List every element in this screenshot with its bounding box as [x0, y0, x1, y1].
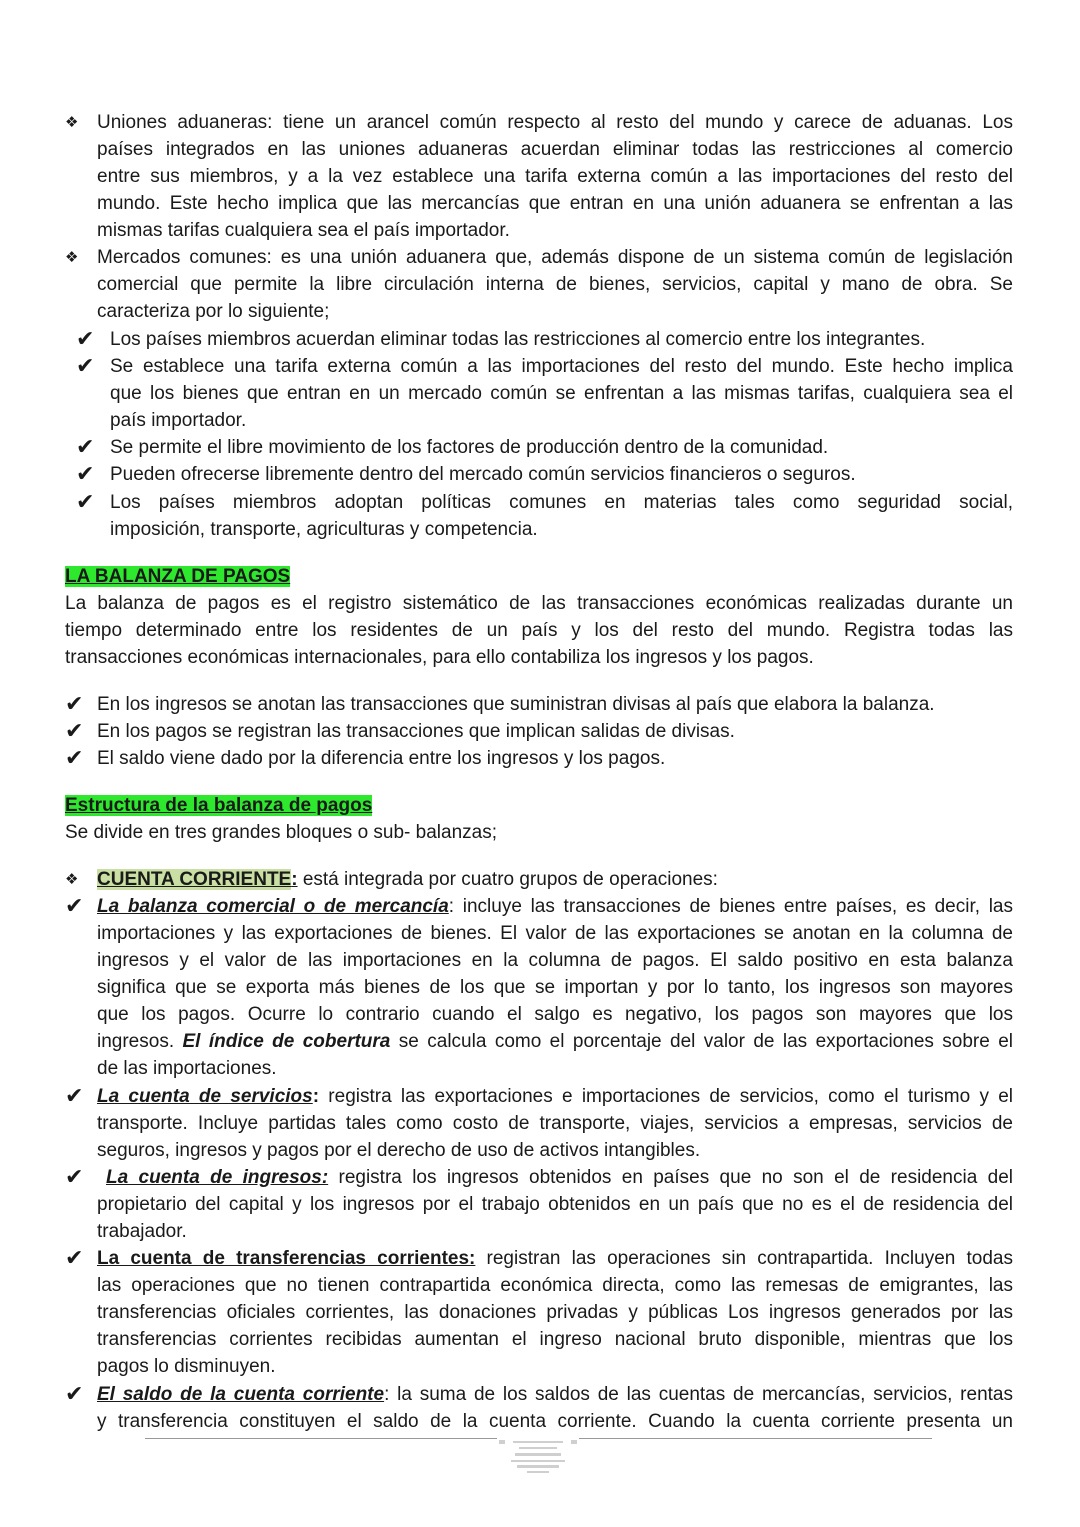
transferencias-label: La cuenta de transferencias corrientes: [97, 1248, 476, 1269]
check-bullet-icon: ✔ [65, 1382, 84, 1407]
text-line: transacciones económicas internacionales, para ello contabiliza los ingresos y los pagos. [65, 647, 814, 668]
text-line: imposición, transporte, agriculturas y competencia. [110, 519, 538, 540]
text-line: La cuenta de servicios: registra las exportaciones e importaciones de servicios, como el turismo y el [97, 1086, 1013, 1107]
indice-cobertura-term: El índice de cobertura [182, 1031, 391, 1052]
check-bullet-icon: ✔ [65, 692, 84, 717]
check-bullet-icon: ✔ [65, 1165, 84, 1190]
text-line: tiempo determinado entre los residentes de un país y los del resto del mundo. Registra todas las [65, 620, 1013, 641]
text-line: CUENTA CORRIENTE: está integrada por cuatro grupos de operaciones: [97, 869, 718, 890]
section-heading-text: LA BALANZA DE PAGOS [65, 566, 291, 587]
text-line: Los países miembros acuerdan eliminar todas las restricciones al comercio entre los integrantes. [110, 329, 926, 350]
text-line: que los pagos. Ocurre lo contrario cuando el salgo es negativo, los pagos son mayores que los [97, 1004, 1013, 1025]
check-bullet-icon: ✔ [76, 462, 95, 487]
text-line: La cuenta de transferencias corrientes: registran las operaciones sin contrapartida. Incluyen todas [97, 1248, 1013, 1269]
cuenta-servicios-label: La cuenta de servicios [97, 1086, 313, 1107]
diamond-bullet-icon: ❖ [65, 870, 79, 888]
text-line: las operaciones que no tienen contrapartida económica directa, como las remesas de emigrantes, las [97, 1275, 1013, 1296]
cuenta-corriente-label: CUENTA CORRIENTE [97, 869, 292, 890]
text-line: país importador. [110, 410, 247, 431]
check-bullet-icon: ✔ [76, 354, 95, 379]
text-line: Uniones aduaneras: tiene un arancel común respecto al resto del mundo y carece de aduanas. Los [97, 112, 1013, 133]
diamond-bullet-icon: ❖ [65, 113, 79, 131]
saldo-cuenta-label: El saldo de la cuenta corriente [97, 1384, 385, 1405]
check-bullet-icon: ✔ [65, 894, 84, 919]
text-line: caracteriza por lo siguiente; [97, 301, 330, 322]
text-line: La cuenta de ingresos: registra los ingresos obtenidos en países que no son el de residencia del [106, 1167, 1013, 1188]
text-line: La balanza comercial o de mercancía: incluye las transacciones de bienes entre países, es decir, las [97, 896, 1013, 917]
text-line: Pueden ofrecerse libremente dentro del mercado común servicios financieros o seguros. [110, 464, 856, 485]
cuenta-ingresos-label: La cuenta de ingresos: [106, 1167, 329, 1188]
text-line: importaciones y las exportaciones de bienes. El valor de las exportaciones se anotan en la columna de [97, 923, 1013, 944]
check-bullet-icon: ✔ [65, 719, 84, 744]
text-line: transporte. Incluye partidas tales como costo de transporte, viajes, servicios a empresas, servicios de [97, 1113, 1013, 1134]
text-line: países integrados en las uniones aduaneras acuerdan eliminar todas las restricciones al comercio [97, 139, 1013, 160]
text-line: de las importaciones. [97, 1058, 277, 1079]
footer-logo [497, 1437, 579, 1477]
text-line: transferencias oficiales corrientes, las donaciones privadas y públicas Los ingresos generados por las [97, 1302, 1013, 1323]
check-bullet-icon: ✔ [65, 1084, 84, 1109]
text-line: Se establece una tarifa externa común a las importaciones del resto del mundo. Este hecho implica [110, 356, 1013, 377]
balanza-comercial-label: La balanza comercial o de mercancía [97, 896, 449, 917]
section-heading [65, 563, 290, 590]
text-line: mismas tarifas cualquiera sea el país importador. [97, 220, 510, 241]
text-line: Se permite el libre movimiento de los factores de producción dentro de la comunidad. [110, 437, 829, 458]
check-bullet-icon: ✔ [76, 327, 95, 352]
text-line: ingresos. El índice de cobertura se calcula como el porcentaje del valor de las exportaciones sobre el [97, 1031, 1014, 1052]
diamond-bullet-icon: ❖ [65, 248, 79, 266]
text-line: pagos lo disminuyen. [97, 1356, 276, 1377]
check-bullet-icon: ✔ [65, 746, 84, 771]
text-line: transferencias corrientes recibidas aumentan el ingreso nacional bruto disponible, mientras que los [97, 1329, 1013, 1350]
text-line: mundo. Este hecho implica que las mercancías que entran en una unión aduanera se enfrentan a las [97, 193, 1013, 214]
text-line: y transferencia constituyen el saldo de la cuenta corriente. Cuando la cuenta corriente presenta un [97, 1411, 1013, 1432]
text-line: Los países miembros adoptan políticas comunes en materias tales como seguridad social, [110, 492, 1013, 513]
check-bullet-icon: ✔ [76, 490, 95, 515]
subsection-heading [65, 792, 372, 819]
check-bullet-icon: ✔ [76, 435, 95, 460]
text-line: entre sus miembros, y a la vez establece una tarifa externa común a las importaciones del resto del [97, 166, 1013, 187]
text-line: En los ingresos se anotan las transacciones que suministran divisas al país que elabora la balanza. [97, 694, 935, 715]
text-line: seguros, ingresos y pagos por el derecho de uso de activos intangibles. [97, 1140, 701, 1161]
text-line: comercial que permite la libre circulación interna de bienes, servicios, capital y mano de obra. Se [97, 274, 1013, 295]
text-line: En los pagos se registran las transacciones que implican salidas de divisas. [97, 721, 735, 742]
check-bullet-icon: ✔ [65, 1246, 84, 1271]
text-line: que los bienes que entran en un mercado común se enfrentan a las mismas tarifas, cualquiera sea el [110, 383, 1013, 404]
text-line: La balanza de pagos es el registro sistemático de las transacciones económicas realizadas durante un [65, 593, 1013, 614]
text-line: ingresos y el valor de las importaciones en la columna de pagos. El saldo positivo en esta balanza [97, 950, 1013, 971]
subsection-heading-text: Estructura de la balanza de pagos [65, 795, 373, 816]
text-line: trabajador. [97, 1221, 187, 1242]
text-line: El saldo viene dado por la diferencia entre los ingresos y los pagos. [97, 748, 666, 769]
text-line: propietario del capital y los ingresos por el trabajo obtenidos en un país que no es el de residencia del [97, 1194, 1013, 1215]
text-line: El saldo de la cuenta corriente: la suma de los saldos de las cuentas de mercancías, servicios, rentas [97, 1384, 1013, 1405]
text-line: Mercados comunes: es una unión aduanera que, además dispone de un sistema común de legislación [97, 247, 1013, 268]
text-line: significa que se exporta más bienes de los que se importan y por lo tanto, los ingresos son mayores [97, 977, 1013, 998]
text-line: Se divide en tres grandes bloques o sub- balanzas; [65, 822, 497, 843]
